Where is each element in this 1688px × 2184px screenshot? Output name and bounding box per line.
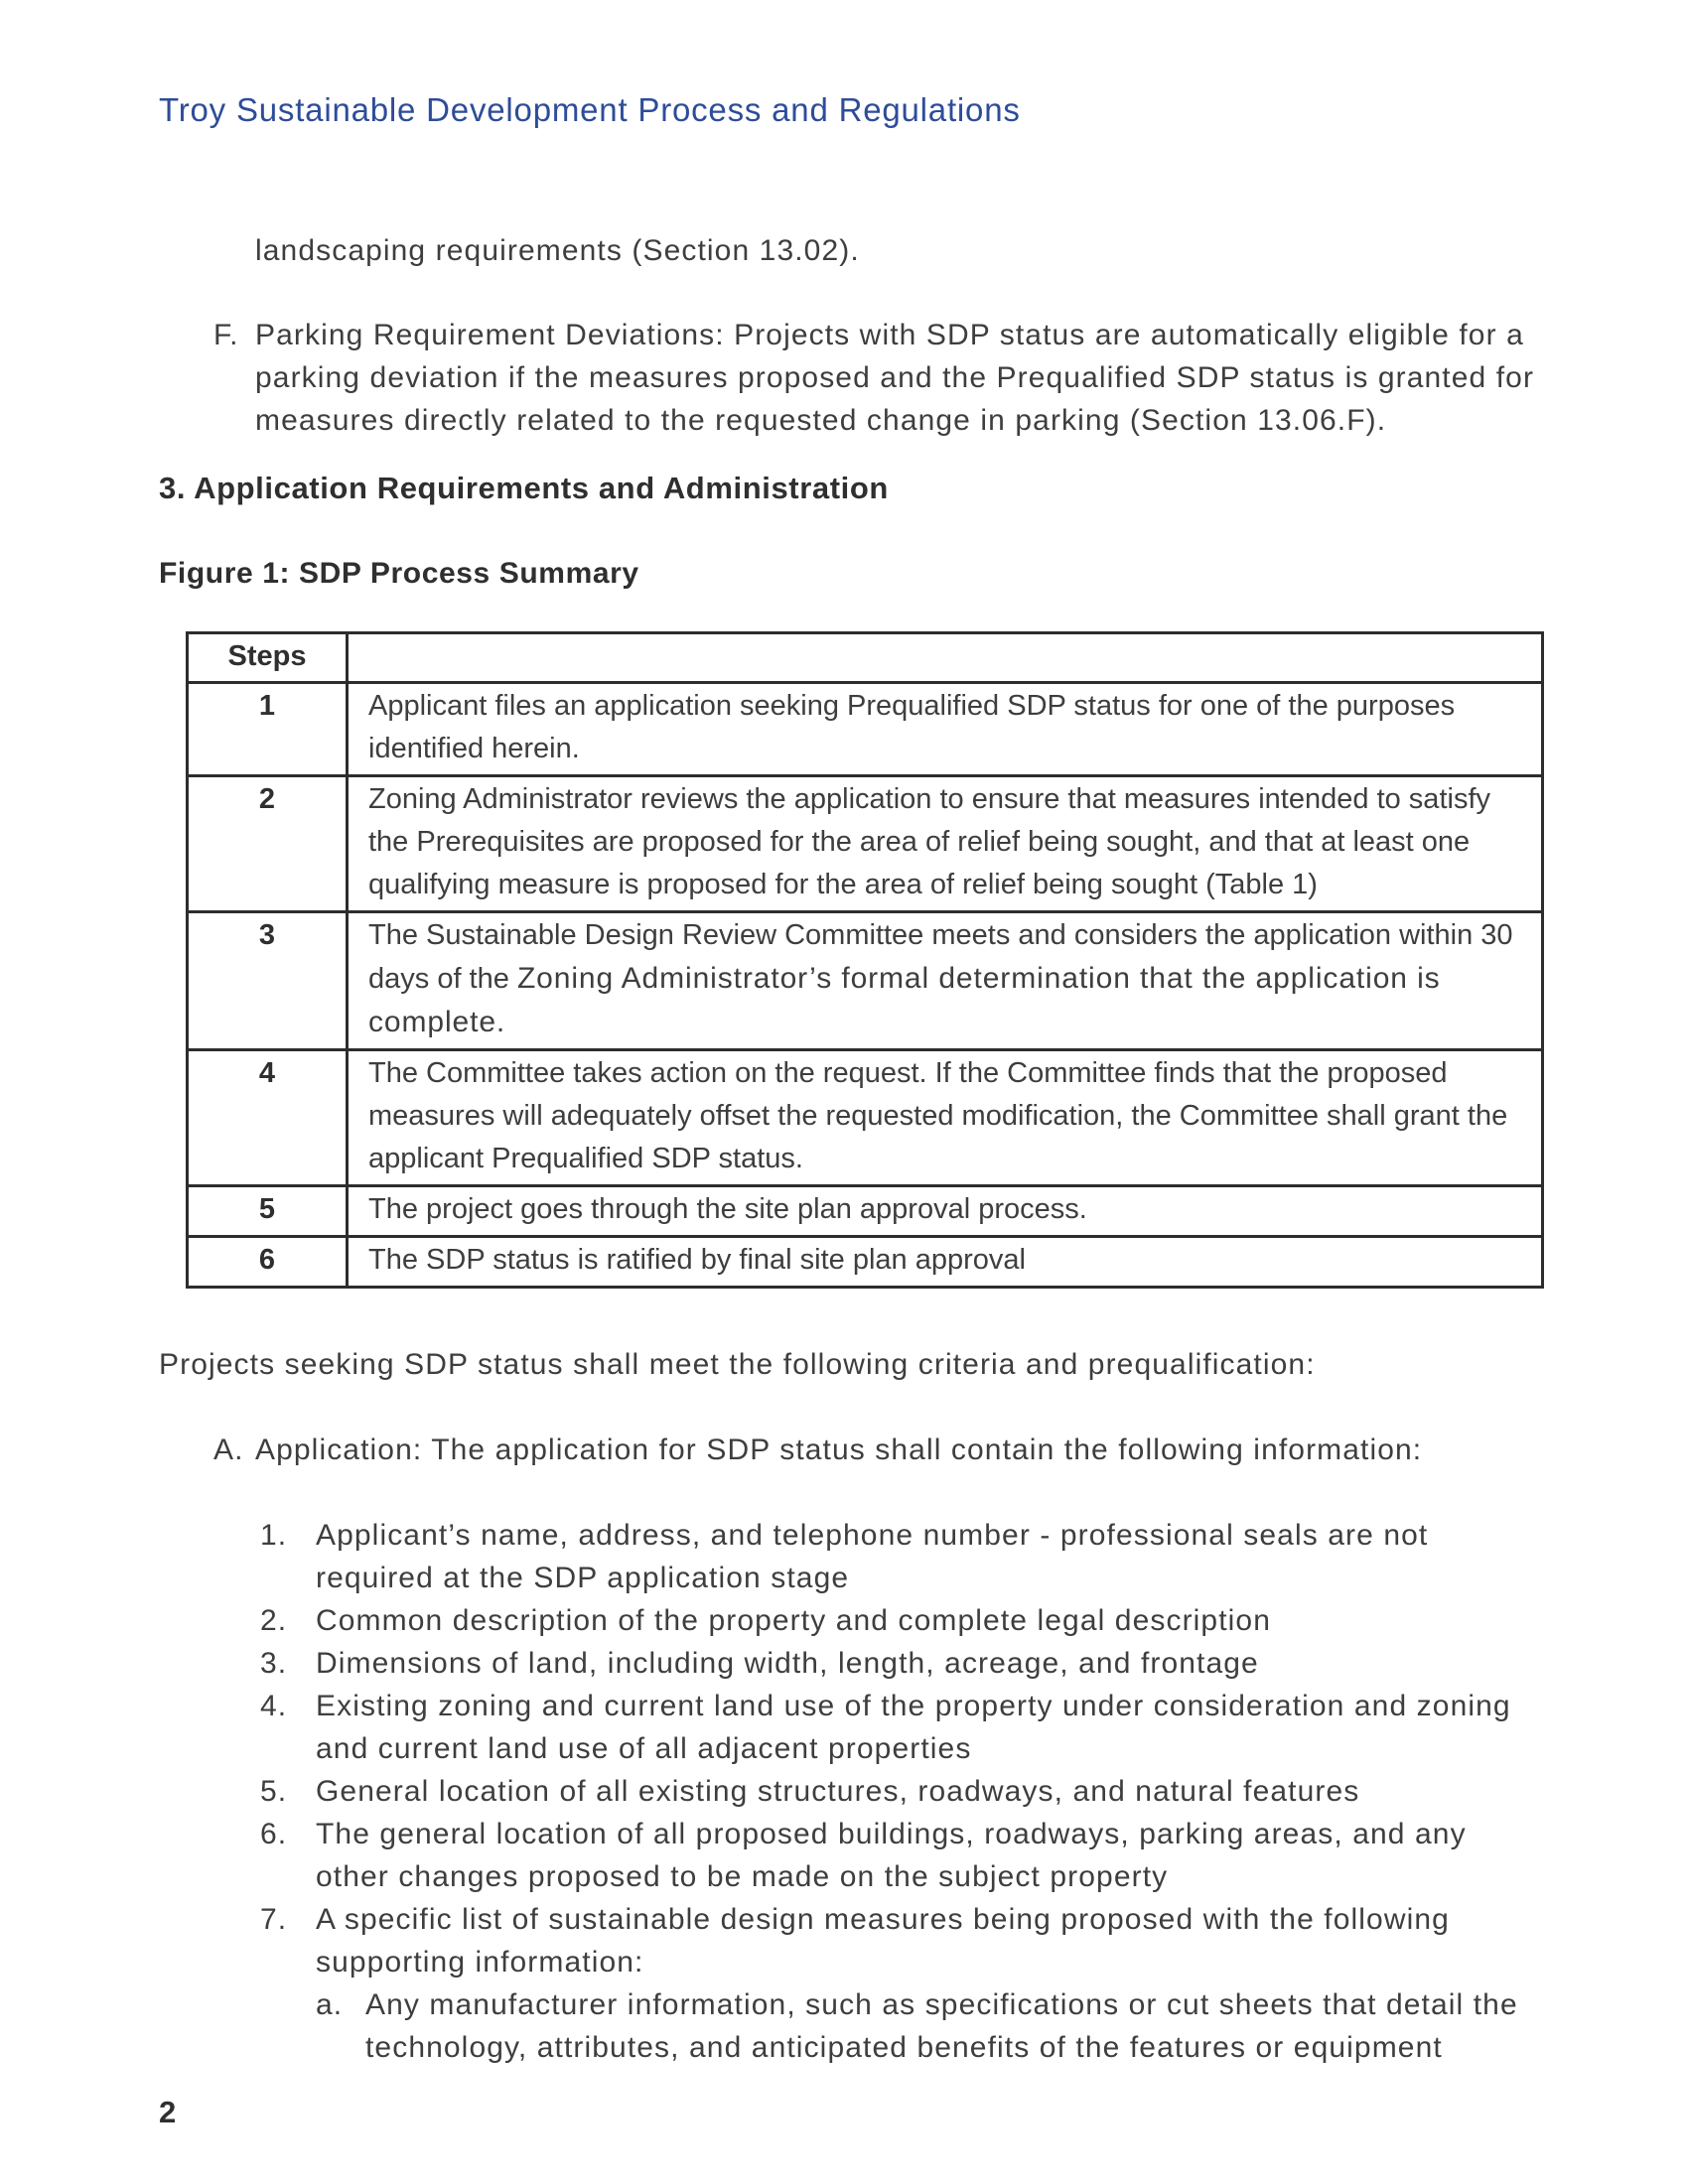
step-number: 3 xyxy=(188,912,348,1050)
sub-list-item xyxy=(159,1983,1547,2069)
sdp-process-table xyxy=(186,631,1544,1289)
list-item-number: 2. xyxy=(260,1604,288,1637)
step-description: The project goes through the site plan approval process. xyxy=(348,1186,1543,1237)
list-item xyxy=(159,1770,1547,1813)
sub-list-item-letter: a. xyxy=(316,1988,344,2021)
sub-list-item-text: Any manufacturer information, such as specifications or cut sheets that detail the technology, attributes, and anticipated benefits of the features or equipment xyxy=(365,1988,1518,2064)
list-item-f-text: Parking Requirement Deviations: Projects with SDP status are automatically eligible for a parking deviation if the measures proposed and the Prequalified SDP status is granted for measures directly related to the requested change in parking (Section 13.06.F). xyxy=(255,319,1535,437)
list-item-text: A specific list of sustainable design measures being proposed with the following supporting information: xyxy=(316,1903,1450,1979)
list-item-f xyxy=(159,314,1547,442)
page-number: 2 xyxy=(159,2095,177,2129)
step-description: Zoning Administrator reviews the application to ensure that measures intended to satisfy the Prerequisites are proposed for the area of relief being sought, and that at least one qualifying measure is proposed for the area of relief being sought (Table 1) xyxy=(348,776,1543,912)
table-row xyxy=(188,683,1543,776)
list-item-text: Common description of the property and complete legal description xyxy=(316,1604,1271,1637)
table-row xyxy=(188,1050,1543,1186)
list-item xyxy=(159,1642,1547,1685)
step-description xyxy=(348,912,1543,1050)
criteria-intro-paragraph: Projects seeking SDP status shall meet the following criteria and prequalification: xyxy=(159,1348,1316,1381)
step-number: 5 xyxy=(188,1186,348,1237)
list-item-number: 1. xyxy=(260,1519,288,1552)
page-content xyxy=(159,91,1547,2069)
document-header: Troy Sustainable Development Process and Regulations xyxy=(159,91,1021,128)
list-item-a-text: Application: The application for SDP status shall contain the following information: xyxy=(255,1433,1423,1466)
step-number: 4 xyxy=(188,1050,348,1186)
step-number: 1 xyxy=(188,683,348,776)
table-header-empty xyxy=(348,633,1543,683)
list-item-text: Applicant’s name, address, and telephone number - professional seals are not required at the SDP application stage xyxy=(316,1519,1429,1594)
list-item-text: The general location of all proposed buildings, roadways, parking areas, and any other changes proposed to be made on the subject property xyxy=(316,1818,1467,1893)
step-number: 2 xyxy=(188,776,348,912)
list-item-f-label: F. xyxy=(213,319,239,351)
list-item xyxy=(159,1813,1547,1898)
continuation-paragraph: landscaping requirements (Section 13.02). xyxy=(255,234,860,267)
list-item-a xyxy=(159,1429,1547,1471)
step-description: Applicant files an application seeking Prequalified SDP status for one of the purposes identified herein. xyxy=(348,683,1543,776)
numbered-list xyxy=(159,1514,1547,2069)
figure-title: Figure 1: SDP Process Summary xyxy=(159,557,639,590)
step-number: 6 xyxy=(188,1237,348,1288)
list-item-number: 6. xyxy=(260,1818,288,1850)
step-description-part-2: Zoning Administrator’s formal determination that the application is complete. xyxy=(368,962,1441,1038)
table-header-row xyxy=(188,633,1543,683)
list-item-text: General location of all existing structures, roadways, and natural features xyxy=(316,1775,1360,1808)
table-row xyxy=(188,776,1543,912)
table-row xyxy=(188,1186,1543,1237)
list-item-text: Existing zoning and current land use of the property under consideration and zoning and current land use of all adjacent properties xyxy=(316,1690,1511,1765)
list-item xyxy=(159,1599,1547,1642)
list-item-number: 4. xyxy=(260,1690,288,1722)
list-item-number: 3. xyxy=(260,1647,288,1680)
table-row xyxy=(188,912,1543,1050)
step-description: The SDP status is ratified by final site plan approval xyxy=(348,1237,1543,1288)
step-description-part-1: The Sustainable Design Review Committee meets and considers the application within 30 days of the xyxy=(368,919,1513,995)
list-item-a-label: A. xyxy=(213,1433,244,1466)
list-item-number: 5. xyxy=(260,1775,288,1808)
list-item xyxy=(159,1685,1547,1770)
list-item-text: Dimensions of land, including width, length, acreage, and frontage xyxy=(316,1647,1259,1680)
section-heading: 3. Application Requirements and Administration xyxy=(159,471,889,505)
step-description: The Committee takes action on the request. If the Committee finds that the proposed measures will adequately offset the requested modification, the Committee shall grant the applicant Prequalified SDP status. xyxy=(348,1050,1543,1186)
list-item xyxy=(159,1514,1547,1599)
table-row xyxy=(188,1237,1543,1288)
list-item-number: 7. xyxy=(260,1903,288,1936)
list-item xyxy=(159,1898,1547,1983)
table-header-steps: Steps xyxy=(188,633,348,683)
